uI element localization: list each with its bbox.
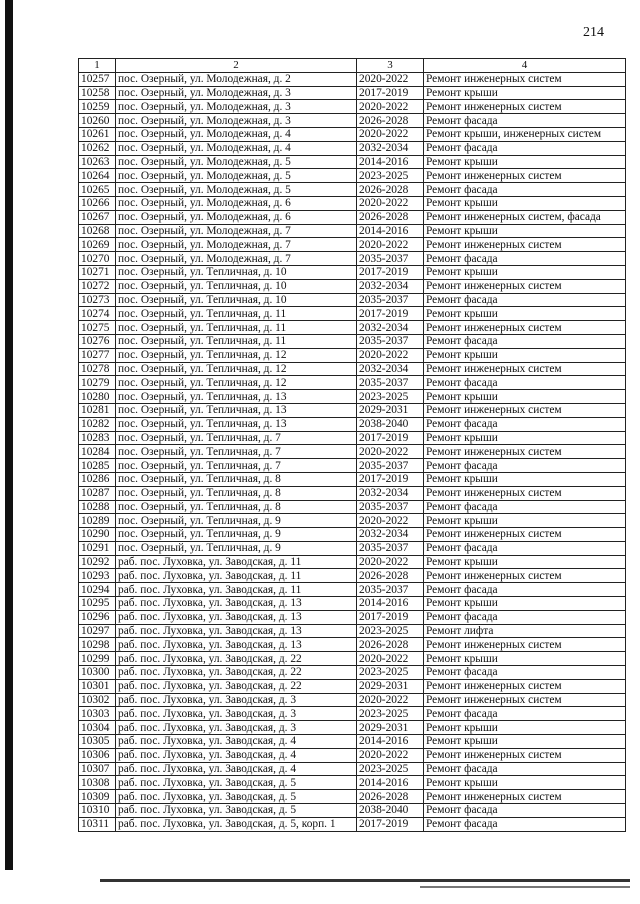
row-number-cell: 10296	[79, 610, 116, 624]
address-cell: пос. Озерный, ул. Молодежная, д. 7	[116, 238, 357, 252]
period-cell: 2023-2025	[357, 624, 424, 638]
row-number-cell: 10263	[79, 155, 116, 169]
address-cell: пос. Озерный, ул. Молодежная, д. 3	[116, 114, 357, 128]
work-type-cell: Ремонт фасада	[424, 459, 626, 473]
work-type-cell: Ремонт инженерных систем	[424, 279, 626, 293]
row-number-cell: 10309	[79, 790, 116, 804]
row-number-cell: 10300	[79, 666, 116, 680]
row-number-cell: 10290	[79, 528, 116, 542]
address-cell: раб. пос. Луховка, ул. Заводская, д. 3	[116, 721, 357, 735]
row-number-cell: 10291	[79, 541, 116, 555]
address-cell: раб. пос. Луховка, ул. Заводская, д. 11	[116, 583, 357, 597]
row-number-cell: 10267	[79, 210, 116, 224]
period-cell: 2017-2019	[357, 472, 424, 486]
address-cell: раб. пос. Луховка, ул. Заводская, д. 11	[116, 555, 357, 569]
address-cell: раб. пос. Луховка, ул. Заводская, д. 4	[116, 748, 357, 762]
period-cell: 2020-2022	[357, 127, 424, 141]
table-row	[79, 72, 626, 86]
work-type-cell: Ремонт фасада	[424, 417, 626, 431]
table-row	[79, 417, 626, 431]
address-cell: пос. Озерный, ул. Тепличная, д. 7	[116, 445, 357, 459]
row-number-cell: 10257	[79, 72, 116, 86]
period-cell: 2035-2037	[357, 252, 424, 266]
table-row	[79, 293, 626, 307]
row-number-cell: 10279	[79, 376, 116, 390]
table-row	[79, 804, 626, 818]
row-number-cell: 10301	[79, 679, 116, 693]
address-cell: пос. Озерный, ул. Молодежная, д. 6	[116, 196, 357, 210]
table-row	[79, 196, 626, 210]
row-number-cell: 10277	[79, 348, 116, 362]
address-cell: раб. пос. Луховка, ул. Заводская, д. 11	[116, 569, 357, 583]
row-number-cell: 10264	[79, 169, 116, 183]
period-cell: 2020-2022	[357, 693, 424, 707]
period-cell: 2029-2031	[357, 679, 424, 693]
period-cell: 2035-2037	[357, 459, 424, 473]
row-number-cell: 10311	[79, 817, 116, 831]
work-type-cell: Ремонт крыши	[424, 776, 626, 790]
period-cell: 2020-2022	[357, 196, 424, 210]
row-number-cell: 10283	[79, 431, 116, 445]
address-cell: пос. Озерный, ул. Тепличная, д. 12	[116, 348, 357, 362]
column-header: 3	[357, 59, 424, 73]
table-row	[79, 376, 626, 390]
table-row	[79, 390, 626, 404]
row-number-cell: 10266	[79, 196, 116, 210]
period-cell: 2017-2019	[357, 307, 424, 321]
table-row	[79, 307, 626, 321]
table-row	[79, 127, 626, 141]
work-type-cell: Ремонт инженерных систем	[424, 679, 626, 693]
table-row	[79, 735, 626, 749]
table-row	[79, 224, 626, 238]
work-type-cell: Ремонт фасада	[424, 804, 626, 818]
table-row	[79, 321, 626, 335]
work-type-cell: Ремонт фасада	[424, 541, 626, 555]
work-type-cell: Ремонт фасада	[424, 141, 626, 155]
table-row	[79, 762, 626, 776]
period-cell: 2020-2022	[357, 72, 424, 86]
work-type-cell: Ремонт фасада	[424, 762, 626, 776]
address-cell: раб. пос. Луховка, ул. Заводская, д. 13	[116, 638, 357, 652]
table-row	[79, 265, 626, 279]
address-cell: пос. Озерный, ул. Тепличная, д. 13	[116, 417, 357, 431]
work-type-cell: Ремонт крыши	[424, 348, 626, 362]
work-type-cell: Ремонт инженерных систем	[424, 362, 626, 376]
period-cell: 2017-2019	[357, 610, 424, 624]
row-number-cell: 10280	[79, 390, 116, 404]
table-row	[79, 790, 626, 804]
work-type-cell: Ремонт инженерных систем	[424, 100, 626, 114]
row-number-cell: 10302	[79, 693, 116, 707]
row-number-cell: 10265	[79, 183, 116, 197]
table-row	[79, 817, 626, 831]
work-type-cell: Ремонт крыши, инженерных систем	[424, 127, 626, 141]
table-row	[79, 238, 626, 252]
work-type-cell: Ремонт крыши	[424, 735, 626, 749]
period-cell: 2020-2022	[357, 748, 424, 762]
row-number-cell: 10274	[79, 307, 116, 321]
period-cell: 2020-2022	[357, 555, 424, 569]
row-number-cell: 10292	[79, 555, 116, 569]
row-number-cell: 10258	[79, 86, 116, 100]
table-row	[79, 693, 626, 707]
work-type-cell: Ремонт крыши	[424, 265, 626, 279]
period-cell: 2020-2022	[357, 514, 424, 528]
work-type-cell: Ремонт инженерных систем	[424, 569, 626, 583]
period-cell: 2017-2019	[357, 265, 424, 279]
address-cell: раб. пос. Луховка, ул. Заводская, д. 5	[116, 776, 357, 790]
address-cell: раб. пос. Луховка, ул. Заводская, д. 5	[116, 790, 357, 804]
row-number-cell: 10269	[79, 238, 116, 252]
address-cell: пос. Озерный, ул. Тепличная, д. 10	[116, 293, 357, 307]
work-type-cell: Ремонт инженерных систем	[424, 528, 626, 542]
address-cell: пос. Озерный, ул. Тепличная, д. 9	[116, 514, 357, 528]
table-header-row	[79, 59, 626, 73]
table-row	[79, 541, 626, 555]
work-type-cell: Ремонт инженерных систем, фасада	[424, 210, 626, 224]
address-cell: пос. Озерный, ул. Молодежная, д. 7	[116, 224, 357, 238]
work-type-cell: Ремонт инженерных систем	[424, 748, 626, 762]
row-number-cell: 10299	[79, 652, 116, 666]
work-type-cell: Ремонт крыши	[424, 431, 626, 445]
work-type-cell: Ремонт фасада	[424, 183, 626, 197]
row-number-cell: 10284	[79, 445, 116, 459]
work-type-cell: Ремонт крыши	[424, 390, 626, 404]
period-cell: 2023-2025	[357, 169, 424, 183]
row-number-cell: 10285	[79, 459, 116, 473]
period-cell: 2020-2022	[357, 445, 424, 459]
row-number-cell: 10261	[79, 127, 116, 141]
page-number: 214	[583, 25, 604, 40]
address-cell: пос. Озерный, ул. Молодежная, д. 4	[116, 127, 357, 141]
work-type-cell: Ремонт крыши	[424, 86, 626, 100]
period-cell: 2038-2040	[357, 417, 424, 431]
address-cell: пос. Озерный, ул. Тепличная, д. 8	[116, 486, 357, 500]
table-row	[79, 652, 626, 666]
period-cell: 2032-2034	[357, 279, 424, 293]
work-type-cell: Ремонт инженерных систем	[424, 169, 626, 183]
period-cell: 2020-2022	[357, 652, 424, 666]
address-cell: пос. Озерный, ул. Молодежная, д. 4	[116, 141, 357, 155]
table-row	[79, 459, 626, 473]
row-number-cell: 10306	[79, 748, 116, 762]
address-cell: раб. пос. Луховка, ул. Заводская, д. 13	[116, 610, 357, 624]
address-cell: пос. Озерный, ул. Тепличная, д. 8	[116, 472, 357, 486]
row-number-cell: 10289	[79, 514, 116, 528]
period-cell: 2032-2034	[357, 141, 424, 155]
table-row	[79, 569, 626, 583]
address-cell: раб. пос. Луховка, ул. Заводская, д. 13	[116, 624, 357, 638]
address-cell: пос. Озерный, ул. Тепличная, д. 11	[116, 334, 357, 348]
work-type-cell: Ремонт инженерных систем	[424, 72, 626, 86]
period-cell: 2020-2022	[357, 100, 424, 114]
table-row	[79, 528, 626, 542]
table-row	[79, 679, 626, 693]
address-cell: пос. Озерный, ул. Молодежная, д. 5	[116, 183, 357, 197]
period-cell: 2020-2022	[357, 238, 424, 252]
address-cell: пос. Озерный, ул. Тепличная, д. 8	[116, 500, 357, 514]
table-row	[79, 555, 626, 569]
row-number-cell: 10272	[79, 279, 116, 293]
row-number-cell: 10281	[79, 403, 116, 417]
period-cell: 2038-2040	[357, 804, 424, 818]
table-row	[79, 86, 626, 100]
work-type-cell: Ремонт крыши	[424, 224, 626, 238]
period-cell: 2014-2016	[357, 735, 424, 749]
period-cell: 2032-2034	[357, 321, 424, 335]
row-number-cell: 10271	[79, 265, 116, 279]
address-cell: раб. пос. Луховка, ул. Заводская, д. 5, корп. 1	[116, 817, 357, 831]
table-row	[79, 707, 626, 721]
period-cell: 2017-2019	[357, 817, 424, 831]
row-number-cell: 10294	[79, 583, 116, 597]
period-cell: 2017-2019	[357, 431, 424, 445]
table-row	[79, 348, 626, 362]
table-row	[79, 445, 626, 459]
row-number-cell: 10286	[79, 472, 116, 486]
address-cell: пос. Озерный, ул. Молодежная, д. 5	[116, 155, 357, 169]
address-cell: пос. Озерный, ул. Тепличная, д. 12	[116, 376, 357, 390]
repair-schedule-table	[78, 58, 626, 832]
row-number-cell: 10282	[79, 417, 116, 431]
address-cell: пос. Озерный, ул. Тепличная, д. 12	[116, 362, 357, 376]
period-cell: 2035-2037	[357, 500, 424, 514]
work-type-cell: Ремонт инженерных систем	[424, 486, 626, 500]
table-row	[79, 486, 626, 500]
period-cell: 2026-2028	[357, 569, 424, 583]
period-cell: 2023-2025	[357, 762, 424, 776]
table-body	[79, 72, 626, 831]
period-cell: 2035-2037	[357, 293, 424, 307]
work-type-cell: Ремонт крыши	[424, 514, 626, 528]
row-number-cell: 10303	[79, 707, 116, 721]
address-cell: раб. пос. Луховка, ул. Заводская, д. 4	[116, 762, 357, 776]
period-cell: 2035-2037	[357, 376, 424, 390]
period-cell: 2032-2034	[357, 362, 424, 376]
address-cell: пос. Озерный, ул. Тепличная, д. 10	[116, 265, 357, 279]
work-type-cell: Ремонт крыши	[424, 155, 626, 169]
table-row	[79, 252, 626, 266]
address-cell: раб. пос. Луховка, ул. Заводская, д. 13	[116, 597, 357, 611]
work-type-cell: Ремонт крыши	[424, 597, 626, 611]
table-row	[79, 597, 626, 611]
table-row	[79, 776, 626, 790]
row-number-cell: 10275	[79, 321, 116, 335]
period-cell: 2026-2028	[357, 183, 424, 197]
work-type-cell: Ремонт фасада	[424, 666, 626, 680]
period-cell: 2029-2031	[357, 721, 424, 735]
address-cell: пос. Озерный, ул. Тепличная, д. 13	[116, 390, 357, 404]
period-cell: 2014-2016	[357, 776, 424, 790]
work-type-cell: Ремонт инженерных систем	[424, 403, 626, 417]
period-cell: 2014-2016	[357, 597, 424, 611]
period-cell: 2026-2028	[357, 210, 424, 224]
work-type-cell: Ремонт фасада	[424, 252, 626, 266]
row-number-cell: 10295	[79, 597, 116, 611]
row-number-cell: 10288	[79, 500, 116, 514]
row-number-cell: 10293	[79, 569, 116, 583]
period-cell: 2014-2016	[357, 155, 424, 169]
row-number-cell: 10268	[79, 224, 116, 238]
address-cell: пос. Озерный, ул. Молодежная, д. 2	[116, 72, 357, 86]
work-type-cell: Ремонт крыши	[424, 721, 626, 735]
address-cell: пос. Озерный, ул. Тепличная, д. 9	[116, 541, 357, 555]
work-type-cell: Ремонт крыши	[424, 307, 626, 321]
period-cell: 2032-2034	[357, 528, 424, 542]
address-cell: пос. Озерный, ул. Молодежная, д. 7	[116, 252, 357, 266]
address-cell: раб. пос. Луховка, ул. Заводская, д. 3	[116, 707, 357, 721]
period-cell: 2026-2028	[357, 114, 424, 128]
address-cell: раб. пос. Луховка, ул. Заводская, д. 22	[116, 666, 357, 680]
work-type-cell: Ремонт инженерных систем	[424, 693, 626, 707]
work-type-cell: Ремонт инженерных систем	[424, 321, 626, 335]
period-cell: 2026-2028	[357, 638, 424, 652]
period-cell: 2032-2034	[357, 486, 424, 500]
address-cell: пос. Озерный, ул. Тепличная, д. 11	[116, 307, 357, 321]
row-number-cell: 10310	[79, 804, 116, 818]
row-number-cell: 10305	[79, 735, 116, 749]
bottom-rule-secondary	[420, 886, 630, 888]
address-cell: пос. Озерный, ул. Тепличная, д. 7	[116, 431, 357, 445]
work-type-cell: Ремонт фасада	[424, 114, 626, 128]
row-number-cell: 10273	[79, 293, 116, 307]
period-cell: 2026-2028	[357, 790, 424, 804]
table-row	[79, 721, 626, 735]
work-type-cell: Ремонт фасада	[424, 610, 626, 624]
row-number-cell: 10259	[79, 100, 116, 114]
table-row	[79, 100, 626, 114]
period-cell: 2023-2025	[357, 666, 424, 680]
row-number-cell: 10276	[79, 334, 116, 348]
work-type-cell: Ремонт крыши	[424, 652, 626, 666]
row-number-cell: 10307	[79, 762, 116, 776]
address-cell: пос. Озерный, ул. Молодежная, д. 5	[116, 169, 357, 183]
address-cell: раб. пос. Луховка, ул. Заводская, д. 22	[116, 679, 357, 693]
table-row	[79, 169, 626, 183]
work-type-cell: Ремонт инженерных систем	[424, 445, 626, 459]
address-cell: пос. Озерный, ул. Молодежная, д. 3	[116, 86, 357, 100]
table-row	[79, 624, 626, 638]
work-type-cell: Ремонт лифта	[424, 624, 626, 638]
address-cell: раб. пос. Луховка, ул. Заводская, д. 3	[116, 693, 357, 707]
work-type-cell: Ремонт фасада	[424, 293, 626, 307]
column-header: 2	[116, 59, 357, 73]
address-cell: пос. Озерный, ул. Тепличная, д. 13	[116, 403, 357, 417]
address-cell: пос. Озерный, ул. Тепличная, д. 11	[116, 321, 357, 335]
work-type-cell: Ремонт фасада	[424, 707, 626, 721]
column-header: 1	[79, 59, 116, 73]
period-cell: 2020-2022	[357, 348, 424, 362]
table-row	[79, 155, 626, 169]
work-type-cell: Ремонт крыши	[424, 196, 626, 210]
table-row	[79, 210, 626, 224]
work-type-cell: Ремонт фасада	[424, 583, 626, 597]
table-row	[79, 638, 626, 652]
table-row	[79, 748, 626, 762]
row-number-cell: 10297	[79, 624, 116, 638]
work-type-cell: Ремонт фасада	[424, 334, 626, 348]
scan-edge-bar	[5, 0, 13, 870]
table-row	[79, 141, 626, 155]
table-row	[79, 431, 626, 445]
address-cell: раб. пос. Луховка, ул. Заводская, д. 5	[116, 804, 357, 818]
work-type-cell: Ремонт крыши	[424, 555, 626, 569]
address-cell: пос. Озерный, ул. Тепличная, д. 7	[116, 459, 357, 473]
table-row	[79, 472, 626, 486]
address-cell: пос. Озерный, ул. Молодежная, д. 6	[116, 210, 357, 224]
work-type-cell: Ремонт фасада	[424, 376, 626, 390]
table-row	[79, 114, 626, 128]
period-cell: 2014-2016	[357, 224, 424, 238]
row-number-cell: 10298	[79, 638, 116, 652]
table-row	[79, 500, 626, 514]
table-row	[79, 183, 626, 197]
table-row	[79, 362, 626, 376]
address-cell: раб. пос. Луховка, ул. Заводская, д. 22	[116, 652, 357, 666]
row-number-cell: 10308	[79, 776, 116, 790]
work-type-cell: Ремонт крыши	[424, 472, 626, 486]
work-type-cell: Ремонт фасада	[424, 500, 626, 514]
period-cell: 2017-2019	[357, 86, 424, 100]
table-row	[79, 514, 626, 528]
column-header: 4	[424, 59, 626, 73]
work-type-cell: Ремонт фасада	[424, 817, 626, 831]
table-row	[79, 279, 626, 293]
period-cell: 2035-2037	[357, 541, 424, 555]
period-cell: 2029-2031	[357, 403, 424, 417]
table-row	[79, 403, 626, 417]
work-type-cell: Ремонт инженерных систем	[424, 238, 626, 252]
row-number-cell: 10262	[79, 141, 116, 155]
period-cell: 2035-2037	[357, 583, 424, 597]
row-number-cell: 10287	[79, 486, 116, 500]
bottom-rule	[100, 879, 630, 882]
address-cell: пос. Озерный, ул. Тепличная, д. 9	[116, 528, 357, 542]
table-row	[79, 583, 626, 597]
work-type-cell: Ремонт инженерных систем	[424, 790, 626, 804]
period-cell: 2023-2025	[357, 707, 424, 721]
row-number-cell: 10304	[79, 721, 116, 735]
work-type-cell: Ремонт инженерных систем	[424, 638, 626, 652]
row-number-cell: 10278	[79, 362, 116, 376]
address-cell: пос. Озерный, ул. Молодежная, д. 3	[116, 100, 357, 114]
address-cell: раб. пос. Луховка, ул. Заводская, д. 4	[116, 735, 357, 749]
address-cell: пос. Озерный, ул. Тепличная, д. 10	[116, 279, 357, 293]
row-number-cell: 10270	[79, 252, 116, 266]
table-row	[79, 334, 626, 348]
period-cell: 2035-2037	[357, 334, 424, 348]
period-cell: 2023-2025	[357, 390, 424, 404]
table-row	[79, 610, 626, 624]
row-number-cell: 10260	[79, 114, 116, 128]
table-row	[79, 666, 626, 680]
